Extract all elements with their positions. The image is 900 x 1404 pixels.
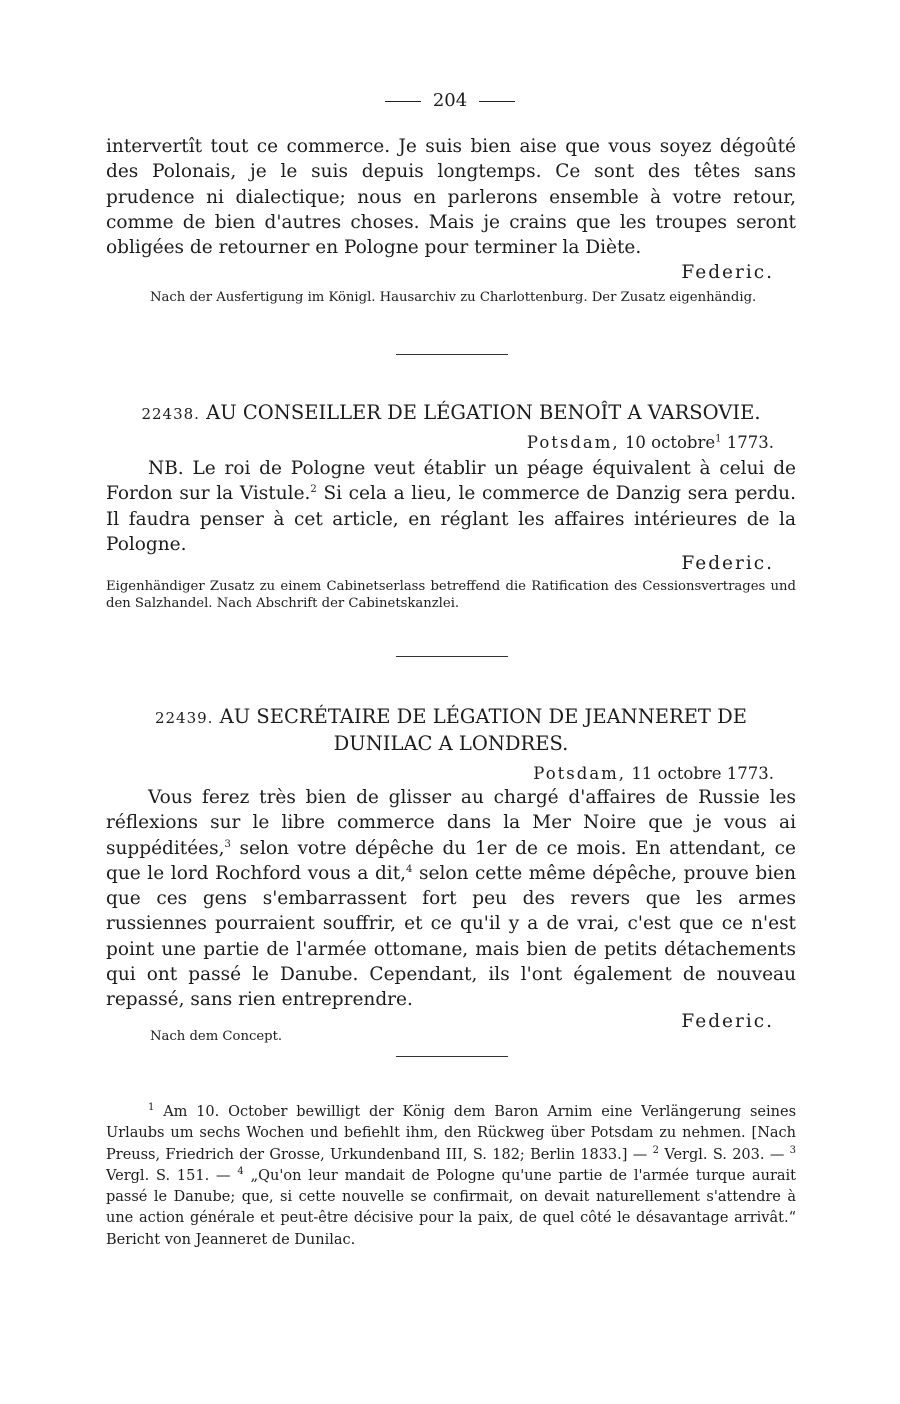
paragraph-text: Si cela a lieu, le commerce de Danzig sera perdu. Il faudra penser à cet article, en réglant les affaires intérieures de la Pologne. [106,483,796,555]
footnote-ref: 1 [715,433,722,445]
letter-dateline [106,764,796,783]
date-place: Potsdam, [526,433,620,452]
intro-section [106,134,796,306]
running-head-dash-left [385,101,421,102]
footnote-text: Am 10. October bewilligt der König dem Baron Arnim eine Verlängerung seines Urlaubs um sechs Wochen und befiehlt ihm, den Rückweg über Potsdam zu nehmen. [Nach Preuss, Friedrich der Grosse, Urkundenband III, S. 182; Berlin 1833.] — [106,1104,797,1163]
footnote-text: Vergl. S. 203. — [664,1146,785,1163]
intro-paragraph: intervertît tout ce commerce. Je suis bien aise que vous soyez dégoûté des Polonais, je le suis depuis longtemps. Ce sont des têtes sans prudence ni dialectique; nous en parlerons ensemble à votre retour, comme de bien d'autres choses. Mais je crains que les troupes seront obligées de retourner en Pologne pour terminer la Diète. [106,136,796,259]
letter-addressee: AU SECRÉTAIRE DE LÉGATION DE JEANNERET DE [219,705,748,728]
letter-source-note: Nach dem Concept. [150,1028,283,1044]
footnotes-section [106,1102,796,1251]
letter-number: 22438. [141,405,200,423]
intro-signature: Federic. [681,262,774,284]
paragraph-text: selon votre dépêche du 1er de ce mois. En attendant, ce que le lord Rochford vous a dit, [106,837,796,884]
footnote-ref: 2 [310,484,317,496]
footnote-mark: 4 [237,1166,244,1178]
letter-heading [106,704,796,756]
date-value: 11 octobre 1773. [631,764,774,783]
letter-paragraph [106,456,796,557]
date-year: 1773. [726,433,774,452]
letter-addressee: AU CONSEILLER DE LÉGATION BENOÎT A VARSOVIE. [206,401,761,424]
footnote-ref: 4 [406,863,413,875]
running-head-dash-right [479,101,515,102]
paragraph-text: Vous ferez très bien de glisser au chargé d'affaires de Russie les réflexions sur le libre commerce dans la Mer Noire que je vous ai suppéditées, [106,787,796,859]
page-number: 204 [432,90,468,111]
letter-22438 [106,400,796,612]
letter-source-note: Eigenhändiger Zusatz zu einem Cabinetserlass betreffend die Ratification des Cessionsvertrages und den Salzhandel. Nach Abschrift der Cabinetskanzlei. [106,579,796,612]
letter-number: 22439. [154,709,214,727]
paragraph-text: NB. Le roi de Pologne veut établir un péage équivalent à celui de Fordon sur la Vistule. [106,458,796,505]
paragraph-text: selon cette même dépêche, prouve bien que ces gens s'embarrassent fort peu des revers que les armes russiennes pourraient souffrir, et ce qu'il y a de vrai, c'est que ce n'est point une partie de l'armée ottomane, mais bien de petits détachements qui ont passé le Danube. Cependant, ils l'ont également de nouveau repassé, sans rien entreprendre. [106,862,796,1011]
intro-source-note: Nach der Ausfertigung im Königl. Hausarchiv zu Charlottenburg. Der Zusatz eigenhändig. [150,290,757,306]
date-value: 10 octobre [624,433,716,452]
letter-signature: Federic. [681,553,774,575]
letter-addressee-continued: DUNILAC A LONDRES. [333,732,569,755]
footnote-ref: 3 [224,838,231,850]
footnote-text: „Qu'on leur mandait de Pologne qu'une partie de l'armée turque aurait passé le Danube; que, si cette nouvelle se confirmait, on devait naturellement s'attendre à une action générale et peut-être décisive pour la paix, de quel côté le désavantage arrivât.“ Bericht von Jeanneret de Dunilac. [106,1167,796,1248]
separator-rule [396,1056,508,1057]
separator-rule [396,354,508,355]
letter-signature: Federic. [681,1010,774,1032]
letter-paragraph [106,785,796,1013]
footnote-mark: 2 [652,1144,659,1156]
footnotes [106,1102,796,1251]
footnote-mark: 3 [789,1144,797,1156]
footnote-mark: 1 [148,1102,155,1114]
footnote-text: Vergl. S. 151. — [106,1167,231,1184]
letter-heading [106,400,796,427]
letter-22439 [106,704,796,1045]
separator-rule [396,656,508,657]
date-place: Potsdam, [533,764,627,783]
letter-dateline [106,433,796,452]
running-head [0,90,900,111]
